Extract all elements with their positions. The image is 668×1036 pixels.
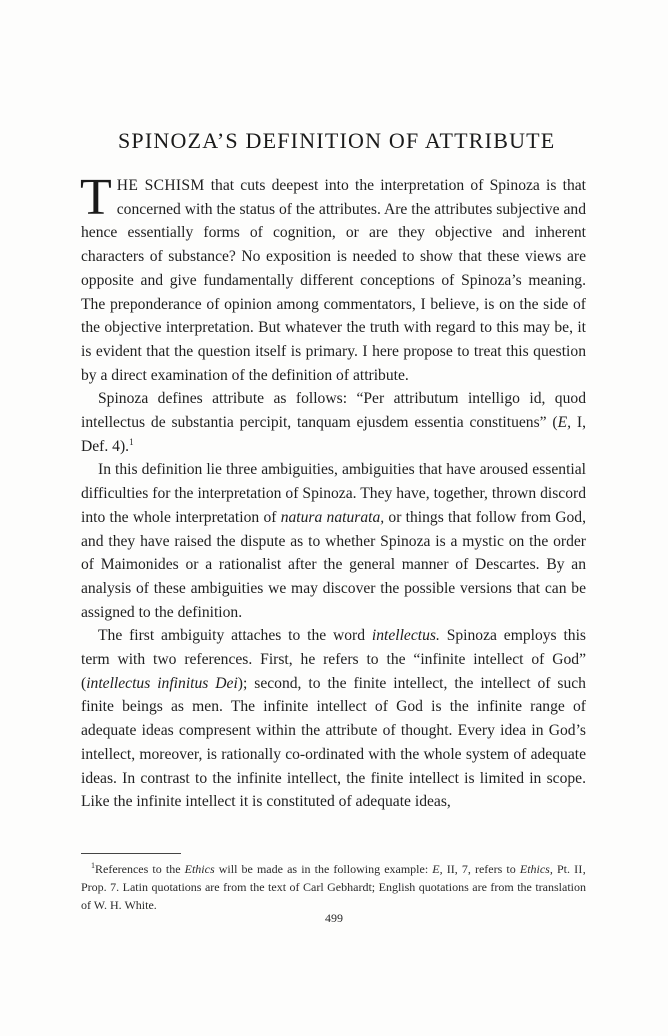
chapter-title: SPINOZA’S DEFINITION OF ATTRIBUTE: [118, 128, 556, 153]
paragraph-3: [81, 458, 586, 624]
paragraph-2-text-b: I, Def. 4).: [81, 414, 586, 455]
footnote-ethics-1: Ethics: [184, 862, 215, 876]
footnote-divider: [81, 853, 181, 854]
paragraph-4-text-b: Spinoza employs this term with two references. First, he refers to the “infinite intellect of God” (: [81, 627, 586, 692]
footnote-ethics-2: Ethics,: [519, 862, 553, 876]
paragraph-2-text-a: Spinoza defines attribute as follows: “Per attributum intelligo id, quod intellectus de substantia percipit, tanquam ejusdem essentia constituens” (: [81, 390, 586, 432]
footnote-marker: 1: [129, 436, 134, 447]
footnote-e: E,: [432, 862, 443, 876]
paragraph-1-text: that cuts deepest into the interpretation of Spinoza is that concerned with the status of the attributes. Are the attributes subjective and hence essentially forms of cognition, or are they objective and inherent characters of substance? No exposition is needed to show that these views are opposite and give fundamentally different conceptions of Spinoza’s meaning. The preponderance of opinion among commentators, I believe, is on the side of the objective interpretation. But whatever the truth with regard to this may be, it is evident that the question itself is primary. I here propose to treat this question by a direct examination of the definition of attribute.: [81, 177, 586, 384]
paragraph-2: [81, 387, 586, 458]
paragraph-4-text-c: ); second, to the finite intellect, the intellect of such finite beings as men. The infinite intellect of God is the infinite range of adequate ideas compresent within the attribute of thought. Every idea in God’s intellect, moreover, is rationally co-ordinated with the whole system of adequate ideas. In contrast to the infinite intellect, the finite intellect is limited in scope. Like the infinite intellect it is constituted of adequate ideas,: [81, 674, 586, 811]
italic-intellectus: intellectus.: [371, 627, 440, 645]
footnote-text-d: Pt.: [552, 862, 575, 876]
italic-intellectus-infinitus-dei: intellectus infinitus Dei: [86, 674, 238, 692]
footnote-part: II,: [574, 862, 587, 876]
drop-cap: T: [80, 169, 112, 226]
paragraph-1: [80, 169, 586, 387]
paragraph-3-text-b: or things that follow from God, and they have raised the dispute as to whether Spinoza is a mystic on the order of Maimonides or a rationalist after the general manner of Descartes. By an analysis of these ambiguities we may discover the possible versions that can be assigned to the definition.: [81, 508, 586, 621]
paragraph-4: [81, 624, 586, 814]
footnote-number: 1: [91, 861, 95, 870]
page-number: 499: [325, 911, 343, 925]
footnote-text-b: will be made as in the following example:: [214, 862, 433, 876]
footnote-text-a: References to the: [95, 862, 185, 876]
paragraph-3-text-a: In this definition lie three ambiguities, ambiguities that have aroused essential difficulties for the interpretation of Spinoza. They have, together, thrown discord into the whole interpretation of: [81, 461, 586, 526]
italic-natura-naturata: natura naturata,: [280, 508, 385, 526]
ethics-reference: E,: [557, 414, 572, 432]
footnote-text-f: Prop. 7. Latin quotations are from the text of Carl Gebhardt; English quotations are from the translation of W. H. White.: [81, 880, 586, 912]
footnote-text-c: II, 7, refers to: [442, 862, 520, 876]
paragraph-4-text-a: The first ambiguity attaches to the word: [98, 627, 372, 645]
body-text: [80, 169, 586, 814]
opening-small-caps: HE SCHISM: [116, 177, 205, 194]
footnote: [81, 860, 586, 914]
